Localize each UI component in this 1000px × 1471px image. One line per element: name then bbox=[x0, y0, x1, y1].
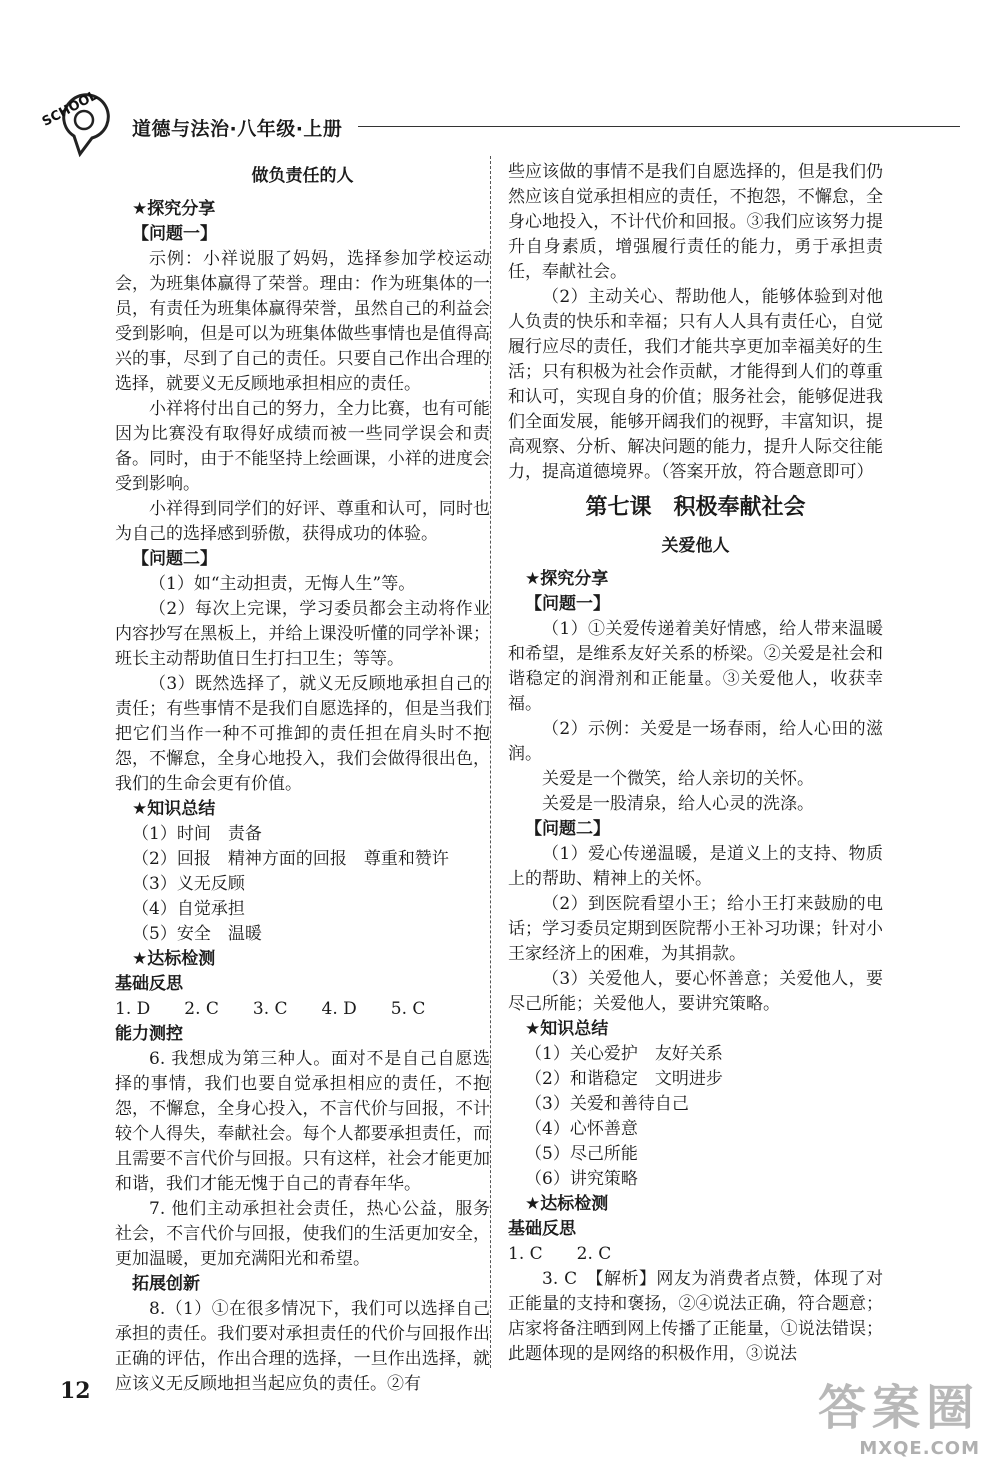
school-logo-icon bbox=[40, 88, 120, 158]
paragraph: （2）到医院看望小王；给小王打来鼓励的电话；学习委员定期到医院帮小王补习功课；针对小王家经济上的困难，为其捐款。 bbox=[508, 894, 883, 964]
paragraph: 小祥将付出自己的努力，全力比赛，也有可能因为比赛没有取得好成绩而被一些同学误会和责备。同时，由于不能坚持上绘画课，小祥的进度会受到影响。 bbox=[115, 399, 490, 494]
knowledge-item: （5）尽己所能 bbox=[525, 1144, 638, 1164]
explore-heading: ★探究分享 bbox=[525, 569, 609, 589]
paragraph: （3）既然选择了，就义无反顾地承担自己的责任；有些事情不是我们自愿选择的，但是当我们把它们当作一种不可推卸的责任担在肩头时不抱怨，不懈怠，全身心地投入，我们会做得很出色，我们的生命会更有价值。 bbox=[115, 674, 490, 794]
book-title: 道德与法治·八年级·上册 bbox=[132, 118, 343, 140]
knowledge-item: （5）安全 温暖 bbox=[132, 924, 262, 944]
knowledge-item: （2）和谐稳定 文明进步 bbox=[525, 1069, 723, 1089]
knowledge-item: （4）心怀善意 bbox=[525, 1119, 638, 1139]
expand-heading: 拓展创新 bbox=[132, 1274, 200, 1294]
section-title: 关爱他人 bbox=[661, 536, 730, 556]
knowledge-heading: ★知识总结 bbox=[132, 799, 216, 819]
watermark-main: 答案圈 bbox=[817, 1380, 980, 1436]
paragraph: （1）如“主动担责，无悔人生”等。 bbox=[149, 574, 416, 594]
knowledge-item: （6）讲究策略 bbox=[525, 1169, 638, 1189]
knowledge-item: （3）关爱和善待自己 bbox=[525, 1094, 689, 1114]
paragraph: （2）示例：关爱是一场春雨，给人心田的滋润。 bbox=[508, 719, 883, 764]
answer-7: 7. 他们主动承担社会责任，热心公益，服务社会，不言代价与回报，使我们的生活更加安全，更加温暖，更加充满阳光和希望。 bbox=[115, 1199, 490, 1269]
paragraph: （1）①关爱传递着美好情感，给人带来温暖和希望，是维系友好关系的桥梁。②关爱是社会和谐稳定的润滑剂和正能量。③关爱他人，收获幸福。 bbox=[508, 619, 883, 714]
paragraph: 关爱是一股清泉，给人心灵的洗涤。 bbox=[542, 794, 814, 814]
knowledge-heading: ★知识总结 bbox=[525, 1019, 609, 1039]
paragraph: （2）每次上完课，学习委员都会主动将作业内容抄写在黑板上，并给上课没听懂的同学补课；班长主动帮助值日生打扫卫生；等等。 bbox=[115, 599, 490, 669]
basic-answers: 1. D 2. C 3. C 4. D 5. C bbox=[115, 999, 426, 1019]
question-one-heading: 【问题一】 bbox=[132, 224, 217, 244]
knowledge-item: （1）关心爱护 友好关系 bbox=[525, 1044, 723, 1064]
question-two-heading: 【问题二】 bbox=[525, 819, 610, 839]
knowledge-item: （3）义无反顾 bbox=[132, 874, 245, 894]
paragraph: 些应该做的事情不是我们自愿选择的，但是我们仍然应该自觉承担相应的责任，不抱怨，不懈怠，全身心地投入，不计代价和回报。③我们应该努力提升自身素质，增强履行责任的能力，勇于承担责任，奉献社会。 bbox=[508, 162, 883, 282]
knowledge-item: （1）时间 责备 bbox=[132, 824, 262, 844]
check-heading: ★达标检测 bbox=[132, 949, 216, 969]
check-heading: ★达标检测 bbox=[525, 1194, 609, 1214]
answer-8: 8.（1）①在很多情况下，我们可以选择自己承担的责任。我们要对承担责任的代价与回报作出正确的评估，作出合理的选择，一旦作出选择，就应该义无反顾地担当起应负的责任。②有 bbox=[115, 1299, 490, 1394]
ability-heading: 能力测控 bbox=[115, 1024, 183, 1044]
knowledge-item: （4）自觉承担 bbox=[132, 899, 245, 919]
watermark bbox=[818, 1369, 980, 1459]
right-column bbox=[508, 160, 883, 1367]
paragraph: （2）主动关心、帮助他人，能够体验到对他人负责的快乐和幸福；只有人人具有责任心，自觉履行应尽的责任，我们才能共享更加幸福美好的生活；只有积极为社会作贡献，才能得到人们的尊重和认可，实现自身的价值；服务社会，能够促进我们全面发展，能够开阔我们的视野，丰富知识，提高观察、分析、解决问题的能力，提升人际交往能力，提高道德境界。（答案开放，符合题意即可） bbox=[508, 287, 883, 482]
logo-text: SCHOOL bbox=[40, 88, 101, 130]
left-column bbox=[115, 160, 490, 1397]
question-one-heading: 【问题一】 bbox=[525, 594, 610, 614]
basic-heading: 基础反思 bbox=[508, 1219, 576, 1239]
chapter-title: 第七课 积极奉献社会 bbox=[585, 495, 806, 520]
basic-heading: 基础反思 bbox=[115, 974, 183, 994]
page-header bbox=[40, 88, 960, 158]
basic-answers: 1. C 2. C bbox=[508, 1244, 612, 1264]
answer-3: 3. C 【解析】网友为消费者点赞，体现了对正能量的支持和褒扬，②④说法正确，符合题意；店家将备注晒到网上传播了正能量，①说法错误；此题体现的是网络的积极作用，③说法 bbox=[508, 1269, 883, 1364]
question-two-heading: 【问题二】 bbox=[132, 549, 217, 569]
page-number: 12 bbox=[60, 1378, 91, 1404]
explore-heading: ★探究分享 bbox=[132, 199, 216, 219]
answer-6: 6. 我想成为第三种人。面对不是自己自愿选择的事情，我们也要自觉承担相应的责任，不抱怨，不懈怠，全身心投入，不言代价与回报，不计较个人得失，奉献社会。每个人都要承担责任，而且需要不言代价与回报。只有这样，社会才能更加和谐，我们才能无愧于自己的青春年华。 bbox=[115, 1049, 490, 1194]
section-title: 做负责任的人 bbox=[251, 166, 354, 186]
paragraph: （3）关爱他人，要心怀善意；关爱他人，要尽己所能；关爱他人，要讲究策略。 bbox=[508, 969, 883, 1014]
paragraph: 小祥得到同学们的好评、尊重和认可，同时也为自己的选择感到骄傲，获得成功的体验。 bbox=[115, 499, 490, 544]
paragraph: （1）爱心传递温暖，是道义上的支持、物质上的帮助、精神上的关怀。 bbox=[508, 844, 883, 889]
paragraph: 示例：小祥说服了妈妈，选择参加学校运动会，为班集体赢得了荣誉。理由：作为班集体的一员，有责任为班集体赢得荣誉，虽然自己的利益会受到影响，但是可以为班集体做些事情也是值得高兴的事，尽到了自己的责任。只要自己作出合理的选择，就要义无反顾地承担相应的责任。 bbox=[115, 249, 490, 394]
paragraph: 关爱是一个微笑，给人亲切的关怀。 bbox=[542, 769, 814, 789]
column-divider bbox=[490, 156, 491, 1368]
watermark-url: MXQE.COM bbox=[859, 1438, 980, 1459]
header-rule bbox=[358, 126, 960, 127]
knowledge-item: （2）回报 精神方面的回报 尊重和赞许 bbox=[132, 849, 449, 869]
